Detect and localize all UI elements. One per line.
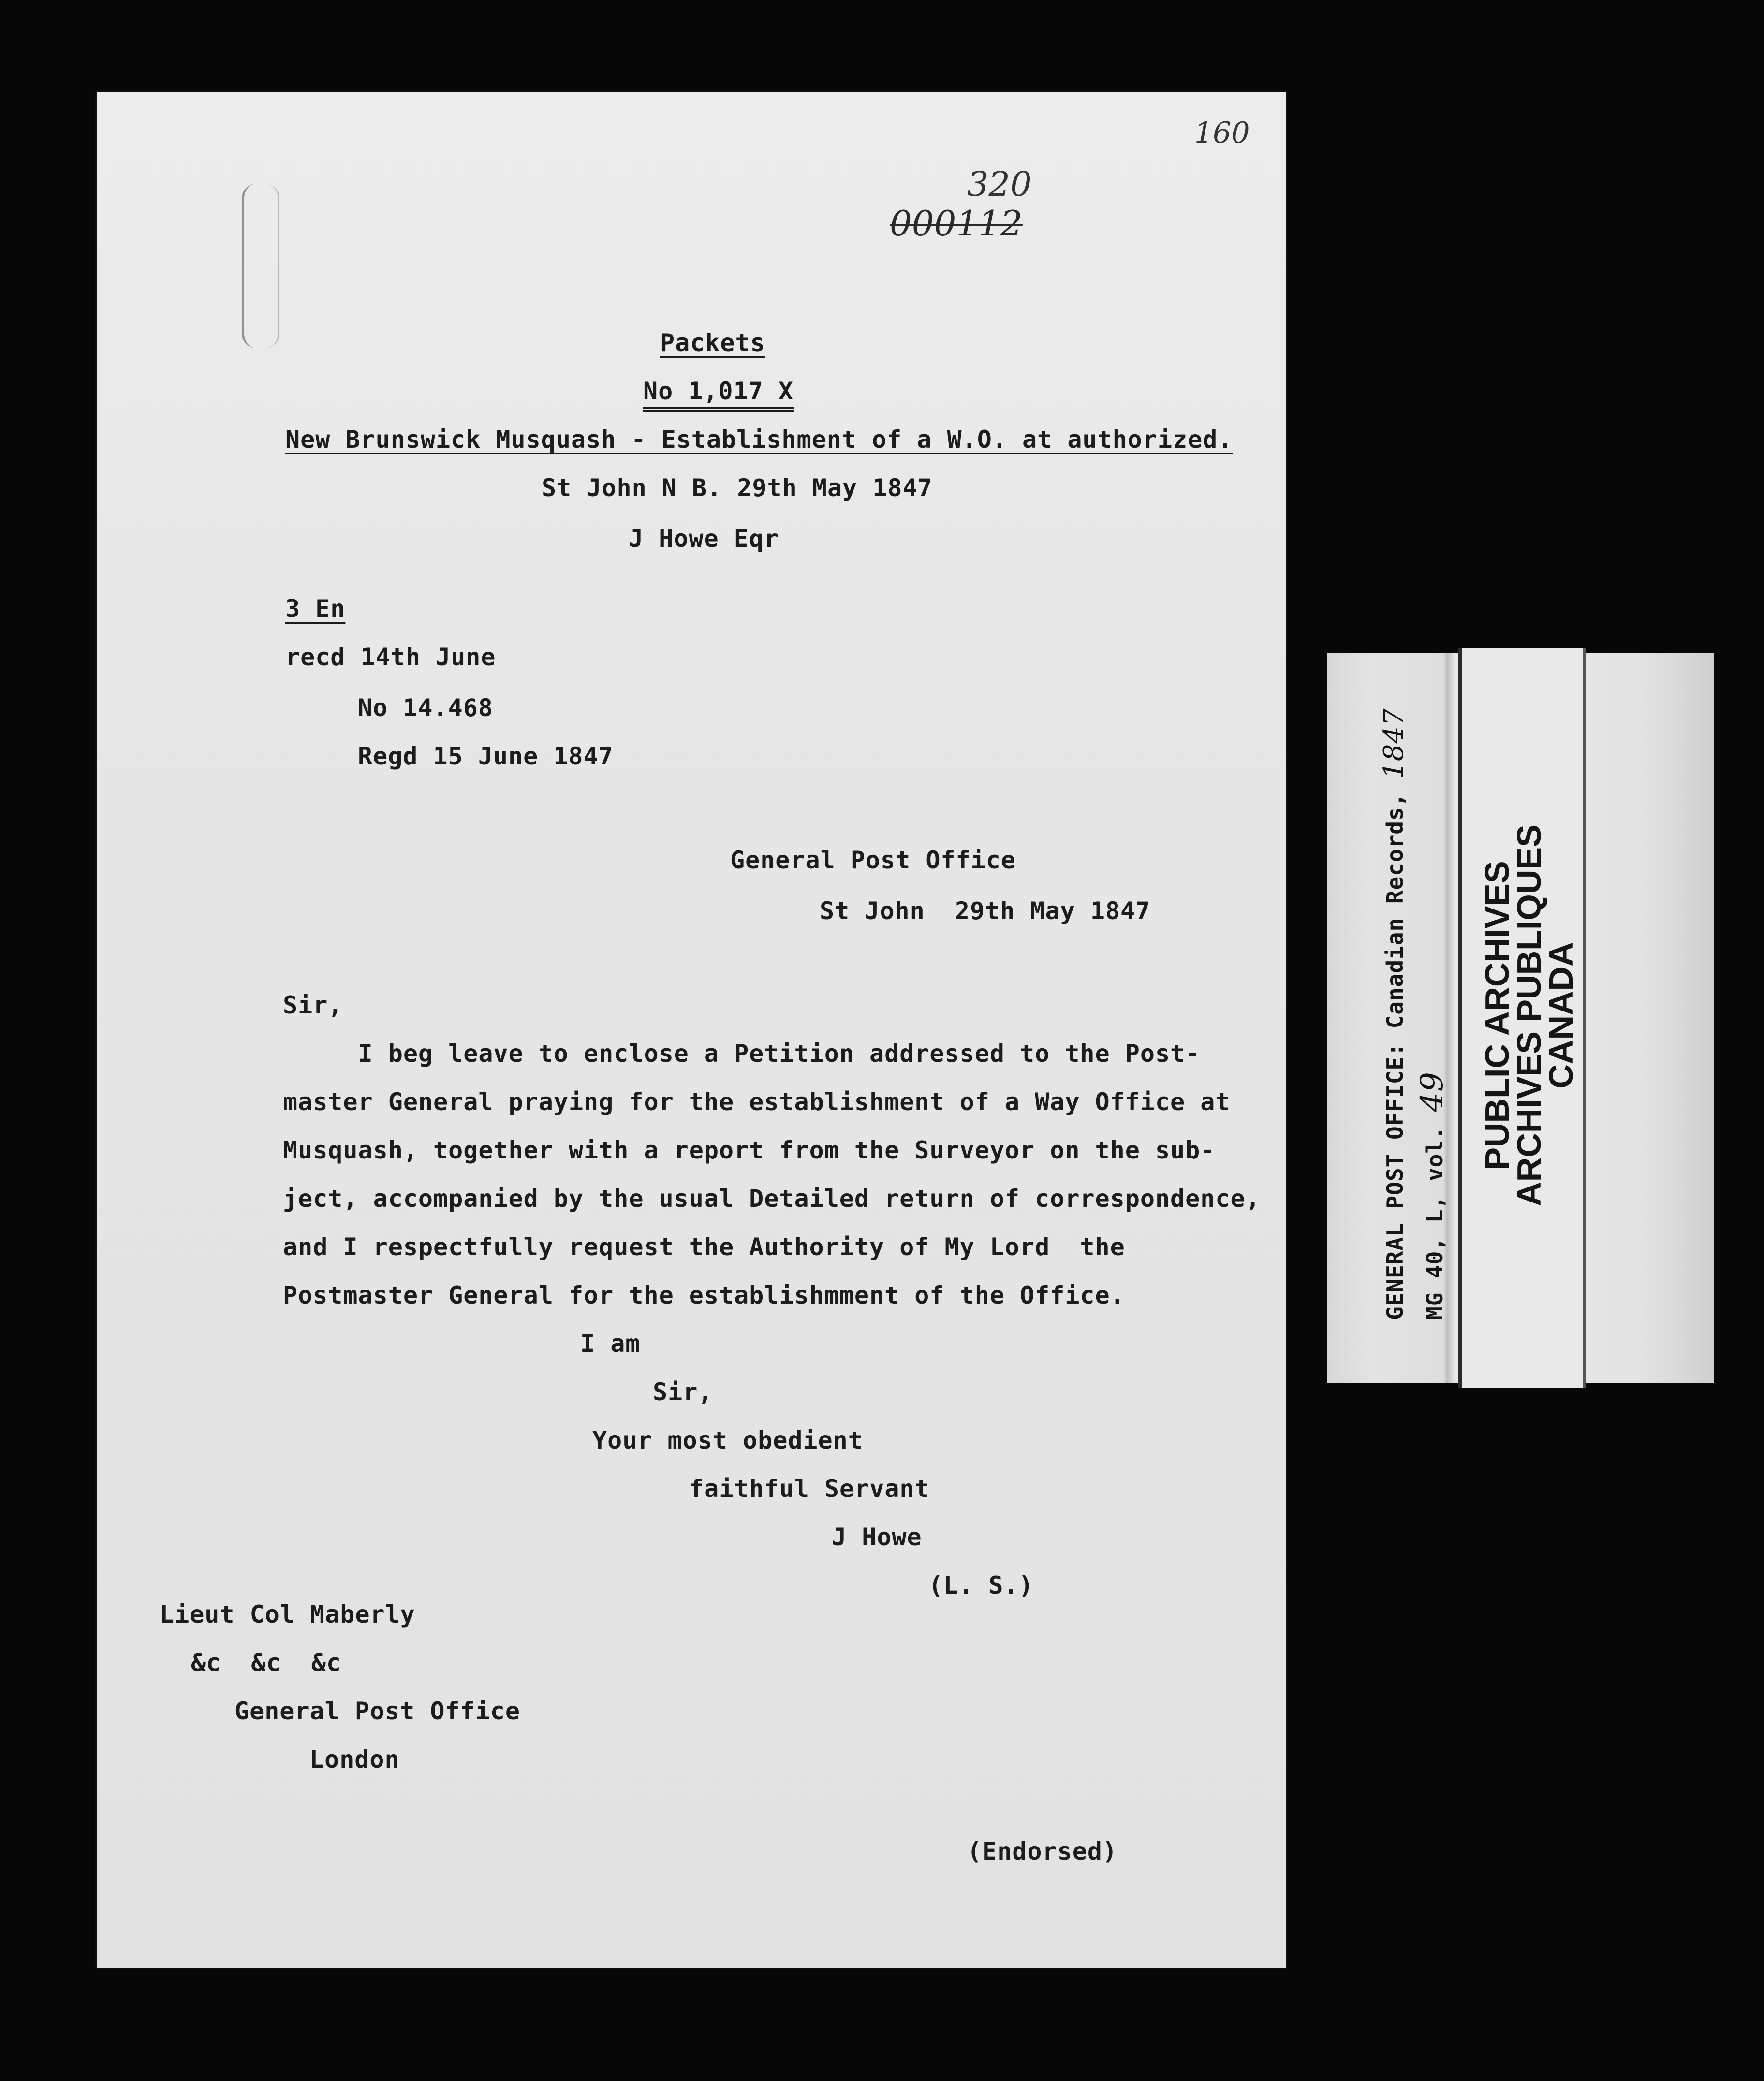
slip-volume: 49 [1414,1071,1450,1112]
registered-note: Regd 15 June 1847 [358,742,614,770]
archive-stamp [1478,803,1580,1228]
addressee-line: General Post Office [235,1697,520,1725]
body-line: and I respectfully request the Authority of My Lord the [283,1233,1125,1261]
stamp-line: PUBLIC ARCHIVES [1478,861,1516,1170]
document-page [97,92,1286,1968]
sender-line: J Howe Eqr [629,525,779,553]
stamp-line: CANADA [1542,942,1580,1089]
addressee-line: &c &c &c [191,1649,342,1677]
enclosures-note: 3 En [285,595,346,623]
archive-reference-slip [1327,653,1714,1383]
body-line: I beg leave to enclose a Petition addressed to the Post- [283,1040,1201,1068]
endorsed-note: (Endorsed) [967,1837,1118,1865]
letterhead-place-date: St John 29th May 1847 [820,897,1151,925]
body-line: Musquash, together with a report from the Surveyor on the sub- [283,1136,1216,1164]
crossed-out-reference: 000112 [890,203,1023,244]
closing-line: I am [580,1330,641,1358]
slip-collection-line: GENERAL POST OFFICE: Canadian Records, [1382,792,1408,1320]
archive-stamp-band [1458,648,1586,1388]
closing-line: Your most obedient [592,1426,863,1454]
salutation: Sir, [283,991,343,1019]
addressee-line: London [309,1745,400,1773]
signature-name: J Howe [832,1523,922,1551]
addressee-line: Lieut Col Maberly [160,1600,415,1628]
body-line: Postmaster General for the establishmment of the Office. [283,1281,1125,1309]
slip-collection-year: 1847 [1378,708,1410,779]
seal-mark: (L. S.) [928,1571,1034,1599]
packet-number: No 1,017 X [643,377,794,412]
body-line: master General praying for the establishment of a Way Office at [283,1088,1231,1116]
closing-line: Sir, [653,1378,713,1406]
reference-number: 320 [967,164,1032,204]
subject-line: New Brunswick Musquash - Establishment of a W.O. at authorized. [285,425,1233,454]
paper-fold-mark [242,184,279,348]
document-title: Packets [660,329,765,357]
closing-line: faithful Servant [689,1475,930,1503]
body-line: ject, accompanied by the usual Detailed return of correspondence, [283,1185,1261,1213]
slip-reference-line: MG 40, L, vol. [1422,1126,1448,1320]
stamp-line: ARCHIVES PUBLIQUES [1510,824,1548,1206]
registry-number: No 14.468 [358,694,493,722]
place-date-line: St John N B. 29th May 1847 [542,474,933,502]
received-note: recd 14th June [285,643,496,671]
folio-number: 160 [1194,116,1250,150]
letterhead-office: General Post Office [730,846,1016,874]
